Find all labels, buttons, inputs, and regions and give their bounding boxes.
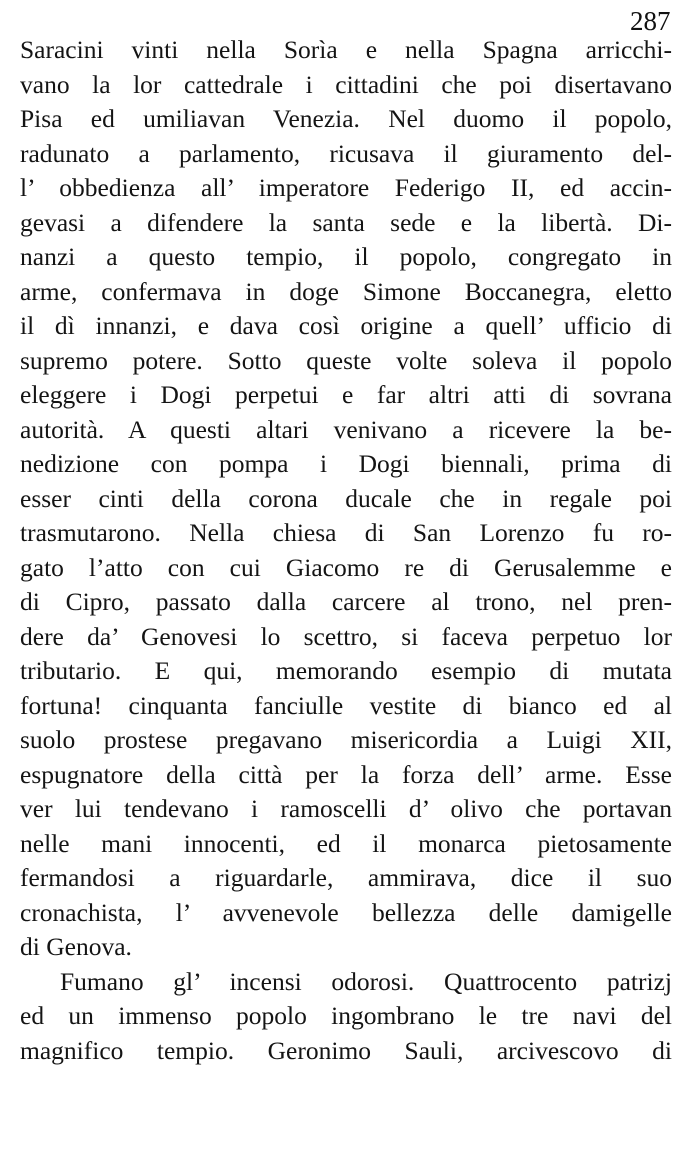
paragraph — [20, 33, 672, 965]
text-line: gato l’atto con cui Giacomo re di Gerusalemme e — [20, 552, 672, 582]
text-line: magnifico tempio. Geronimo Sauli, arcivescovo di — [20, 1035, 672, 1065]
text-line: fortuna! cinquanta fanciulle vestite di bianco ed al — [20, 690, 672, 720]
text-line: dere da’ Genovesi lo scettro, si faceva perpetuo lor — [20, 621, 672, 651]
page-number: 287 — [630, 6, 671, 36]
body-text — [20, 33, 672, 1068]
text-line: Fumano gl’ incensi odorosi. Quattrocento patrizj — [60, 966, 672, 996]
text-line: di Cipro, passato dalla carcere al trono, nel pren- — [20, 587, 672, 616]
text-line: arme, confermava in doge Simone Boccanegra, eletto — [20, 276, 672, 306]
text-line: autorità. A questi altari venivano a ricevere la be- — [20, 414, 672, 444]
text-line: ed un immenso popolo ingombrano le tre navi del — [20, 1001, 672, 1030]
text-line: Saracini vinti nella Sorìa e nella Spagna arricchi- — [20, 35, 672, 64]
text-line: nelle mani innocenti, ed il monarca pietosamente — [20, 828, 672, 858]
text-line: Pisa ed umiliavan Venezia. Nel duomo il popolo, — [20, 104, 672, 133]
text-line: l’ obbedienza all’ imperatore Federigo II, ed accin- — [20, 173, 672, 202]
paragraph — [20, 965, 672, 1069]
text-line: tributario. E qui, memorando esempio di mutata — [20, 656, 672, 685]
text-line: nanzi a questo tempio, il popolo, congregato in — [20, 242, 672, 271]
text-line: nedizione con pompa i Dogi biennali, prima di — [20, 449, 672, 478]
text-line: ver lui tendevano i ramoscelli d’ olivo che portavan — [20, 794, 672, 823]
text-line: di Genova. — [20, 932, 132, 961]
text-line: fermandosi a riguardarle, ammirava, dice il suo — [20, 863, 672, 892]
text-line: espugnatore della città per la forza dell’ arme. Esse — [20, 759, 672, 789]
text-line: il dì innanzi, e dava così origine a quell’ ufficio di — [20, 311, 672, 340]
text-line: eleggere i Dogi perpetui e far altri atti di sovrana — [20, 380, 672, 409]
text-line: trasmutarono. Nella chiesa di San Lorenzo fu ro- — [20, 518, 672, 547]
text-line: vano la lor cattedrale i cittadini che poi disertavano — [20, 69, 672, 99]
text-line: esser cinti della corona ducale che in regale poi — [20, 483, 672, 513]
text-line: gevasi a difendere la santa sede e la libertà. Di- — [20, 207, 672, 237]
text-line: suolo prostese pregavano misericordia a Luigi XII, — [20, 725, 672, 754]
text-line: radunato a parlamento, ricusava il giuramento del- — [20, 138, 672, 168]
text-line: cronachista, l’ avvenevole bellezza delle damigelle — [20, 897, 672, 927]
text-line: supremo potere. Sotto queste volte soleva il popolo — [20, 345, 672, 375]
